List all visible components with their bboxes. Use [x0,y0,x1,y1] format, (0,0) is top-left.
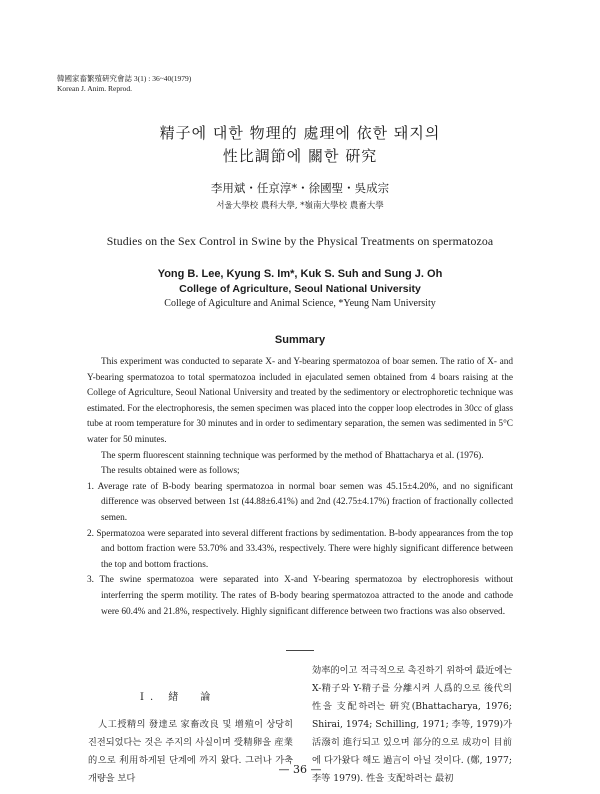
english-title: Studies on the Sex Control in Swine by the Physical Treatments on spermatozoa [106,234,494,248]
body-left-column [88,716,293,788]
summary-paragraph-1: This experiment was conducted to separate X- and Y-bearing spermatozoa of boar semen. The ratio of X- and Y-bearing spermatozoa to total spermatozoa included in ejaculated semen obtained from 4 boars raising at the College of Agriculture, Seoul National University and treated by the sedimentory or electrophoretic technique was estimated. For the electrophoresis, the semen specimen was placed into the copper loop electrodes in 30cc of glass tube at room temperature for 30 minutes and in order to sedimentary separation, the semen was sedimented in 5°C water for 50 minutes. [87,357,513,445]
introduction-heading: Ⅰ. 緖 論 [140,692,217,703]
page-number: — 36 — [278,763,322,776]
english-authors: Yong B. Lee, Kyung S. Im*, Kuk S. Suh and Sung J. Oh [157,268,443,280]
section-divider [286,650,314,651]
korean-authors: 李用斌・任京淳*・徐國聖・吳成宗 [210,181,390,195]
summary-heading: Summary [274,334,326,346]
summary-result-3: 3. The swine spermatozoa were separated into X-and Y-bearing spermatozoa by electrophoresis without interferring the sperm motility. The rates of B-body bearing spermatozoa attracted to the anode and cathode were 60.4% and 21.8%, respectively. Highly significant difference between two fractions was also observed. [87,575,513,617]
right-column-text: 効率的이고 적극적으로 촉진하기 위하여 最近에는 X-精子와 Y-精子를 分離시켜 人爲的으로 後代의 性을 支配하려는 硏究(Bhattacharya, 1976; Shirai, 1974; Schilling, 1971; 李等, 1979)가 活潑히 進行되고 있으며 部分的으로 成功이 目前에 다가왔다 해도 過言이 아닐 것이다. (鄭, 1977; 李等 1979). 性을 支配하려는 最初 [312,665,512,784]
summary-body [87,355,513,620]
summary-paragraph-2: The sperm fluorescent stainning technique was performed by the method of Bhattacharya et al. (1976). [101,450,484,461]
journal-citation-korean: 韓國家畜繁殖硏究會誌 3(1) : 36~40(1979) [57,74,192,83]
english-affiliation: College of Agiculture and Animal Science, *Yeung Nam University [164,298,436,309]
left-column-text: 人工授精의 發達로 家畜改良 및 增殖이 상당히 진전되었다는 것은 주지의 사실이며 受精卵을 産業的으로 利用하게된 단계에 까지 왔다. 그러나 가축개량을 보다 [88,719,293,784]
korean-title-line-2: 性比調節에 關한 硏究 [222,147,378,165]
summary-result-1: 1. Average rate of B-body bearing spermatozoa in normal boar semen was 45.15±4.20%, and no significant difference was observed between 1st (44.88±6.41%) and 2nd (42.75±4.17%) fraction of fractionally collected semen. [87,481,513,523]
journal-citation-english: Korean J. Anim. Reprod. [57,84,132,93]
summary-result-2: 2. Spermatozoa were separated into several different fractions by sedimentation. B-body appearances from the top and bottom fraction were 53.70% and 33.43%, respectively. There were highly significant difference between the top and bottom fractions. [87,528,513,570]
english-college: College of Agriculture, Seoul National University [179,283,421,295]
korean-title-line-1: 精子에 대한 物理的 處理에 依한 돼지의 [159,124,441,142]
korean-affiliation: 서울大學校 農科大學, *嶺南大學校 農畜大學 [216,201,384,211]
journal-citation [57,74,191,94]
summary-paragraph-3: The results obtained were as follows; [101,466,240,477]
